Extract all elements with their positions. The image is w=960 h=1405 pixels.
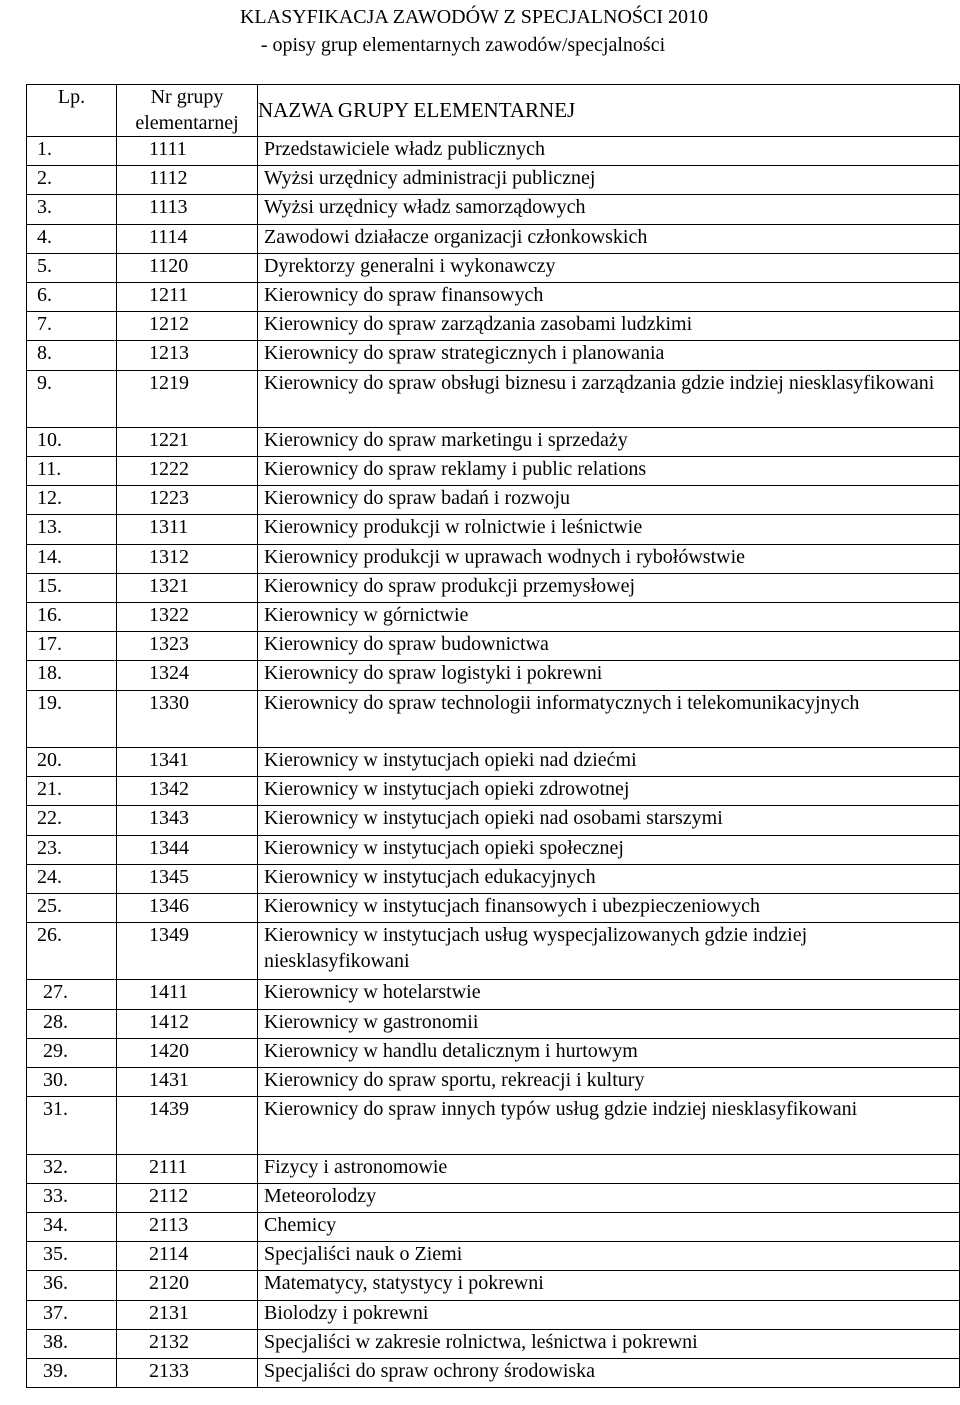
cell-group-number: 1323 [117,632,258,661]
table-row [27,1038,960,1067]
cell-group-number: 2133 [117,1358,258,1387]
cell-group-number: 1420 [117,1038,258,1067]
table-row [27,166,960,195]
cell-group-name: Biolodzy i pokrewni [258,1300,960,1329]
cell-group-name: Kierownicy do spraw badań i rozwoju [258,486,960,515]
column-header-group-name: NAZWA GRUPY ELEMENTARNEJ [258,85,960,137]
cell-lp: 29. [27,1038,117,1067]
cell-group-number: 1120 [117,253,258,282]
cell-lp: 2. [27,166,117,195]
cell-group-name: Kierownicy do spraw marketingu i sprzedaży [258,427,960,456]
cell-group-number: 1311 [117,515,258,544]
table-row [27,777,960,806]
table-row [27,312,960,341]
table-row [27,1213,960,1242]
table-row [27,1358,960,1387]
table-row [27,515,960,544]
table-row [27,224,960,253]
cell-group-name: Kierownicy produkcji w uprawach wodnych i rybołówstwie [258,544,960,573]
table-row [27,544,960,573]
cell-lp: 1. [27,137,117,166]
cell-group-name: Kierownicy do spraw zarządzania zasobami ludzkimi [258,312,960,341]
cell-group-name: Wyżsi urzędnicy administracji publicznej [258,166,960,195]
cell-lp: 36. [27,1271,117,1300]
cell-group-name: Kierownicy w instytucjach opieki społecznej [258,835,960,864]
cell-group-name: Zawodowi działacze organizacji członkowskich [258,224,960,253]
cell-group-number: 2131 [117,1300,258,1329]
cell-group-name: Kierownicy do spraw reklamy i public relations [258,457,960,486]
cell-group-name: Kierownicy w handlu detalicznym i hurtowym [258,1038,960,1067]
column-header-group-number-line2: elementarnej [135,111,239,134]
cell-group-name: Kierownicy w górnictwie [258,603,960,632]
table-row [27,1300,960,1329]
column-header-group-number [117,85,258,137]
cell-group-number: 1111 [117,137,258,166]
cell-group-name: Kierownicy do spraw sportu, rekreacji i kultury [258,1068,960,1097]
cell-lp: 13. [27,515,117,544]
cell-lp: 23. [27,835,117,864]
table-row [27,603,960,632]
cell-group-number: 1113 [117,195,258,224]
cell-lp: 18. [27,661,117,690]
cell-group-name: Kierownicy do spraw strategicznych i planowania [258,341,960,370]
cell-lp: 3. [27,195,117,224]
cell-lp: 5. [27,253,117,282]
cell-group-name: Kierownicy do spraw budownictwa [258,632,960,661]
cell-lp: 15. [27,573,117,602]
table-row [27,661,960,690]
cell-lp: 17. [27,632,117,661]
column-header-group-number-line1: Nr grupy [150,86,224,108]
cell-group-name: Kierownicy w instytucjach edukacyjnych [258,864,960,893]
table-row [27,195,960,224]
cell-group-number: 1223 [117,486,258,515]
cell-group-name: Przedstawiciele władz publicznych [258,137,960,166]
table-body [27,137,960,1388]
cell-group-name: Kierownicy w gastronomii [258,1009,960,1038]
cell-group-number: 1431 [117,1068,258,1097]
table-row [27,1242,960,1271]
table-row [27,486,960,515]
table-row [27,835,960,864]
table-row [27,282,960,311]
cell-group-number: 1222 [117,457,258,486]
table-row [27,1068,960,1097]
cell-group-name: Fizycy i astronomowie [258,1154,960,1183]
cell-lp: 33. [27,1183,117,1212]
cell-lp: 35. [27,1242,117,1271]
table-row [27,341,960,370]
cell-group-number: 1114 [117,224,258,253]
cell-lp: 24. [27,864,117,893]
cell-group-number: 1324 [117,661,258,690]
table-row [27,923,960,980]
cell-group-name: Matematycy, statystycy i pokrewni [258,1271,960,1300]
cell-group-number: 1343 [117,806,258,835]
cell-group-name: Wyżsi urzędnicy władz samorządowych [258,195,960,224]
cell-lp: 7. [27,312,117,341]
cell-lp: 21. [27,777,117,806]
cell-lp: 39. [27,1358,117,1387]
table-row [27,980,960,1009]
cell-group-number: 1346 [117,893,258,922]
table-row [27,1097,960,1154]
cell-group-number: 1412 [117,1009,258,1038]
table-row [27,1154,960,1183]
table-row [27,893,960,922]
cell-group-name: Kierownicy w instytucjach opieki zdrowotnej [258,777,960,806]
cell-lp: 20. [27,747,117,776]
cell-group-number: 1411 [117,980,258,1009]
cell-group-name: Kierownicy do spraw finansowych [258,282,960,311]
cell-group-name: Kierownicy w hotelarstwie [258,980,960,1009]
cell-group-number: 1211 [117,282,258,311]
cell-group-name: Specjaliści nauk o Ziemi [258,1242,960,1271]
cell-group-number: 1213 [117,341,258,370]
cell-group-number: 1349 [117,923,258,980]
cell-lp: 10. [27,427,117,456]
cell-group-name: Dyrektorzy generalni i wykonawczy [258,253,960,282]
cell-group-name: Specjaliści do spraw ochrony środowiska [258,1358,960,1387]
table-row [27,864,960,893]
table-header-row [27,85,960,137]
cell-group-number: 2132 [117,1329,258,1358]
column-header-lp: Lp. [27,85,117,137]
cell-group-number: 2114 [117,1242,258,1271]
cell-lp: 4. [27,224,117,253]
cell-group-name: Kierownicy w instytucjach opieki nad osobami starszymi [258,806,960,835]
cell-lp: 8. [27,341,117,370]
cell-group-name: Kierownicy do spraw technologii informatycznych i telekomunikacyjnych [258,690,960,747]
cell-group-name: Kierownicy do spraw obsługi biznesu i zarządzania gdzie indziej niesklasyfikowani [258,370,960,427]
table-row [27,427,960,456]
cell-lp: 16. [27,603,117,632]
table-row [27,370,960,427]
table-row [27,1009,960,1038]
cell-lp: 27. [27,980,117,1009]
cell-group-number: 2120 [117,1271,258,1300]
cell-lp: 34. [27,1213,117,1242]
cell-group-number: 1112 [117,166,258,195]
table-row [27,253,960,282]
cell-lp: 6. [27,282,117,311]
cell-group-number: 1439 [117,1097,258,1154]
cell-lp: 22. [27,806,117,835]
cell-group-number: 1345 [117,864,258,893]
cell-lp: 32. [27,1154,117,1183]
table-row [27,573,960,602]
cell-group-name: Kierownicy do spraw logistyki i pokrewni [258,661,960,690]
cell-lp: 12. [27,486,117,515]
cell-group-name: Kierownicy produkcji w rolnictwie i leśnictwie [258,515,960,544]
table-row [27,632,960,661]
table-row [27,747,960,776]
cell-lp: 37. [27,1300,117,1329]
cell-lp: 38. [27,1329,117,1358]
cell-lp: 26. [27,923,117,980]
document-title: KLASYFIKACJA ZAWODÓW Z SPECJALNOŚCI 2010 [239,6,709,28]
cell-lp: 9. [27,370,117,427]
table-row [27,1271,960,1300]
table-row [27,690,960,747]
cell-lp: 11. [27,457,117,486]
cell-group-number: 1341 [117,747,258,776]
cell-group-number: 1330 [117,690,258,747]
cell-group-name: Kierownicy w instytucjach finansowych i ubezpieczeniowych [258,893,960,922]
table-row [27,806,960,835]
cell-group-number: 1219 [117,370,258,427]
cell-lp: 30. [27,1068,117,1097]
cell-group-number: 1312 [117,544,258,573]
cell-group-name: Kierownicy w instytucjach usług wyspecjalizowanych gdzie indziej niesklasyfikowani [258,923,960,980]
table-row [27,1329,960,1358]
cell-group-number: 1322 [117,603,258,632]
cell-group-name: Meteorolodzy [258,1183,960,1212]
table-row [27,457,960,486]
cell-group-number: 2113 [117,1213,258,1242]
cell-group-number: 1221 [117,427,258,456]
cell-group-number: 1212 [117,312,258,341]
cell-group-name: Chemicy [258,1213,960,1242]
cell-lp: 19. [27,690,117,747]
cell-group-number: 1342 [117,777,258,806]
cell-group-name: Specjaliści w zakresie rolnictwa, leśnictwa i pokrewni [258,1329,960,1358]
classification-table [26,84,960,1388]
document-subtitle: - opisy grup elementarnych zawodów/specjalności [260,34,666,56]
cell-group-name: Kierownicy do spraw innych typów usług gdzie indziej niesklasyfikowani [258,1097,960,1154]
table-row [27,137,960,166]
cell-group-name: Kierownicy do spraw produkcji przemysłowej [258,573,960,602]
cell-group-number: 1344 [117,835,258,864]
cell-group-name: Kierownicy w instytucjach opieki nad dziećmi [258,747,960,776]
cell-group-number: 2112 [117,1183,258,1212]
cell-lp: 28. [27,1009,117,1038]
cell-group-number: 1321 [117,573,258,602]
cell-lp: 14. [27,544,117,573]
table-row [27,1183,960,1212]
cell-lp: 25. [27,893,117,922]
cell-group-number: 2111 [117,1154,258,1183]
cell-lp: 31. [27,1097,117,1154]
